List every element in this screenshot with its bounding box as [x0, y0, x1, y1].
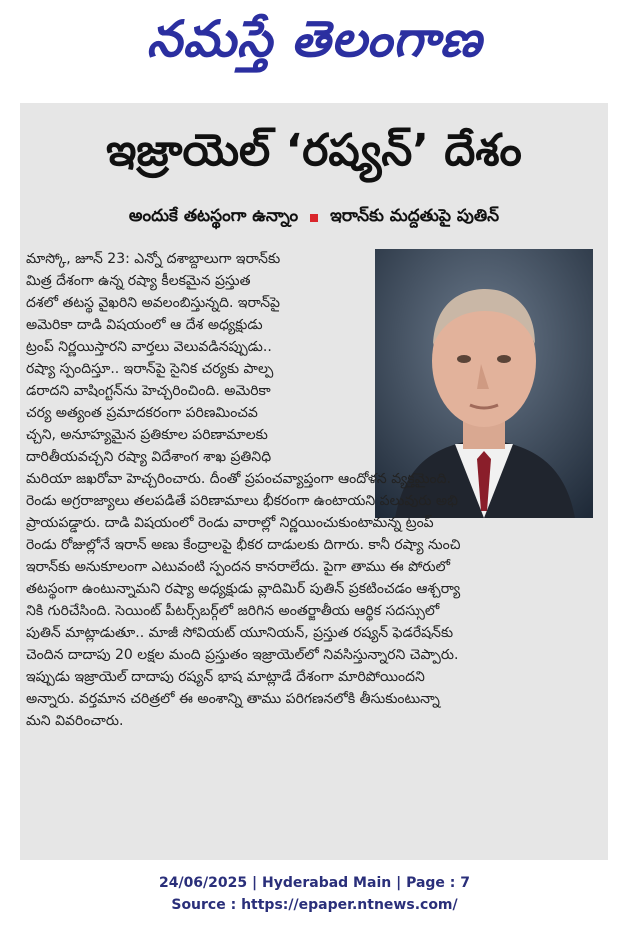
masthead	[0, 0, 629, 90]
body-line: నికి గురిచేసింది. సెయింట్ పీటర్స్‌బర్గ్‌లో జరిగిన అంతర్జాతీయ ఆర్థిక సదస్సులో	[26, 603, 440, 619]
body-line: మిత్ర దేశంగా ఉన్న రష్యా కీలకమైన ప్రస్తుత	[26, 273, 251, 289]
body-line: చ్చని, అనూహ్యమైన ప్రతికూల పరిణామాలకు	[26, 427, 268, 443]
body-line: రష్యా స్పందిస్తూ.. ఇరాన్‌పై సైనిక చర్యకు పాల్ప	[26, 361, 274, 377]
source-link[interactable]: Source : https://epaper.ntnews.com/	[171, 897, 458, 913]
body-line: దారితీయవచ్చని రష్యా విదేశాంగ శాఖ ప్రతినిధి	[26, 449, 272, 465]
page-footer	[0, 872, 629, 916]
body-line: చర్య అత్యంత ప్రమాదకరంగా పరిణమించవ	[26, 405, 258, 421]
subheadline-left: అందుకే తటస్థంగా ఉన్నాం	[128, 206, 299, 226]
body-line: డరాదని వాషింగ్టన్‌ను హెచ్చరించింది. అమెరికా	[26, 383, 271, 399]
body-column-beside-photo	[26, 248, 370, 468]
body-line: ప్రాయపడ్డారు. దాడి విషయంలో రెండు వారాల్లో నిర్ణయించుకుంటామన్న ట్రంప్	[26, 515, 434, 531]
article-clipping	[20, 103, 608, 860]
body-line: తటస్థంగా ఉంటున్నామని రష్యా అధ్యక్షుడు వ్లాదిమిర్ పుతిన్ ప్రకటించడం ఆశ్చర్యా	[26, 581, 461, 597]
newspaper-title: నమస్తే తెలంగాణ	[146, 9, 483, 68]
body-line: మని వివరించారు.	[26, 713, 124, 729]
body-line: ఇరాన్‌కు అనుకూలంగా ఎటువంటి స్పందన కానరాలేదు. పైగా తాము ఈ పోరులో	[26, 559, 450, 575]
body-line: అమెరికా దాడి విషయంలో ఆ దేశ అధ్యక్షుడు	[26, 317, 263, 333]
article-subheadline	[20, 206, 608, 230]
bullet-separator-icon	[310, 214, 318, 222]
body-line: రెండు రోజుల్లోనే ఇరాన్ అణు కేంద్రాలపై భీకర దాడులకు దిగారు. కానీ రష్యా నుంచి	[26, 537, 461, 553]
article-headline: ఇజ్రాయెల్ ‘రష్యన్’ దేశం	[106, 125, 522, 176]
subheadline-right: ఇరాన్‌కు మద్దతుపై పుతిన్	[330, 206, 500, 226]
body-line: మాస్కో, జూన్ 23: ఎన్నో దశాబ్దాలుగా ఇరాన్‌కు	[26, 251, 281, 267]
edition-info: 24/06/2025 | Hyderabad Main | Page : 7	[158, 875, 471, 891]
body-line: చెందిన దాదాపు 20 లక్షల మంది ప్రస్తుతం ఇజ్రాయెల్‌లో నివసిస్తున్నారని చెప్పారు.	[26, 647, 459, 663]
body-line: పుతిన్ మాట్లాడుతూ.. మాజీ సోవియట్ యూనియన్, ప్రస్తుత రష్యన్ ఫెడరేషన్‌కు	[26, 625, 454, 641]
body-line: ఇప్పుడు ఇజ్రాయెల్ దాదాపు రష్యన్ భాష మాట్లాడే దేశంగా మారిపోయిందని	[26, 669, 425, 685]
body-line: దశలో తటస్థ వైఖరిని అవలంబిస్తున్నది. ఇరాన్‌పై	[26, 295, 280, 311]
body-line: మరియా జఖరోవా హెచ్చరించారు. దీంతో ప్రపంచవ్యాప్తంగా ఆందోళన వ్యక్తమైంది.	[26, 471, 451, 487]
body-line: అన్నారు. వర్తమాన చరిత్రలో ఈ అంశాన్ని తాము పరిగణనలోకి తీసుకుంటున్నా	[26, 691, 440, 707]
body-line: రెండు అగ్రరాజ్యాలు తలపడితే పరిణామాలు భీకరంగా ఉంటాయని పలువురు అభి	[26, 493, 458, 509]
article-body	[26, 248, 598, 732]
body-line: ట్రంప్ నిర్ణయిస్తారని వార్తలు వెలువడినప్పుడు..	[26, 339, 272, 355]
